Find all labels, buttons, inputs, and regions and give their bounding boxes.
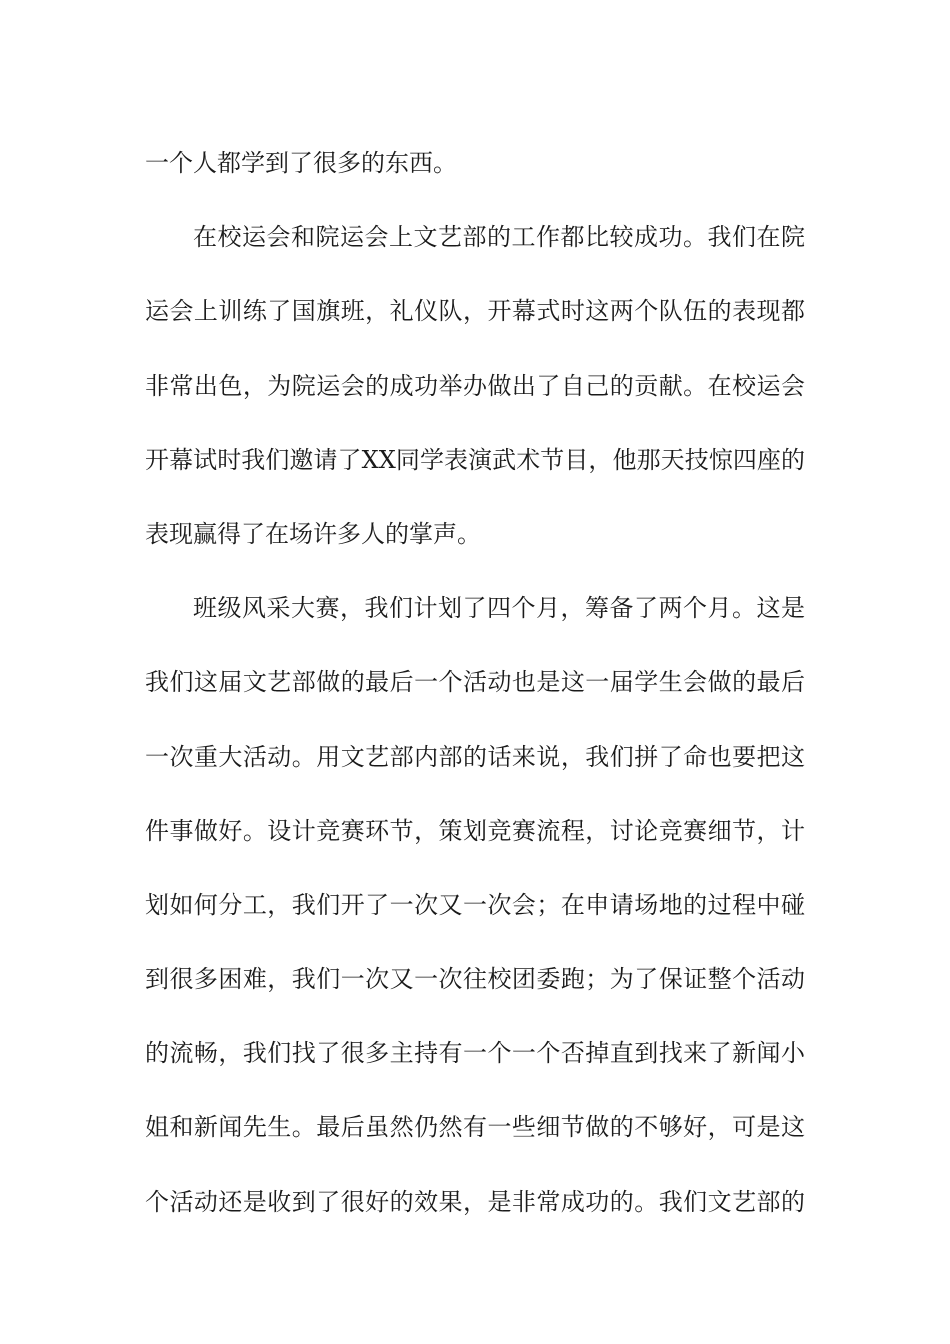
text-line: 件事做好。设计竞赛环节，策划竞赛流程，讨论竞赛细节，计 [145,816,805,845]
text-line: 运会上训练了国旗班，礼仪队，开幕式时这两个队伍的表现都 [145,297,805,326]
text-line: 开幕试时我们邀请了XX同学表演武术节目，他那天技惊四座的 [145,445,805,474]
paragraph-first-line: 在校运会和院运会上文艺部的工作都比较成功。我们在院 [193,223,805,252]
text-line: 划如何分工，我们开了一次又一次会；在申请场地的过程中碰 [145,890,805,919]
text-line: 非常出色，为院运会的成功举办做出了自己的贡献。在校运会 [145,371,805,400]
text-line: 的流畅，我们找了很多主持有一个一个否掉直到找来了新闻小 [145,1039,805,1068]
text-line: 我们这届文艺部做的最后一个活动也是这一届学生会做的最后 [145,668,805,697]
text-line: 表现赢得了在场许多人的掌声。 [145,519,481,548]
text-line: 一个人都学到了很多的东西。 [145,149,457,177]
text-line: 到很多困难，我们一次又一次往校团委跑；为了保证整个活动 [145,965,805,994]
paragraph-first-line: 班级风采大赛，我们计划了四个月，筹备了两个月。这是 [193,594,805,623]
text-line: 姐和新闻先生。最后虽然仍然有一些细节做的不够好，可是这 [145,1113,805,1142]
text-line: 个活动还是收到了很好的效果，是非常成功的。我们文艺部的 [145,1187,805,1216]
body-text [145,126,805,1239]
text-line: 一次重大活动。用文艺部内部的话来说，我们拼了命也要把这 [145,742,805,771]
